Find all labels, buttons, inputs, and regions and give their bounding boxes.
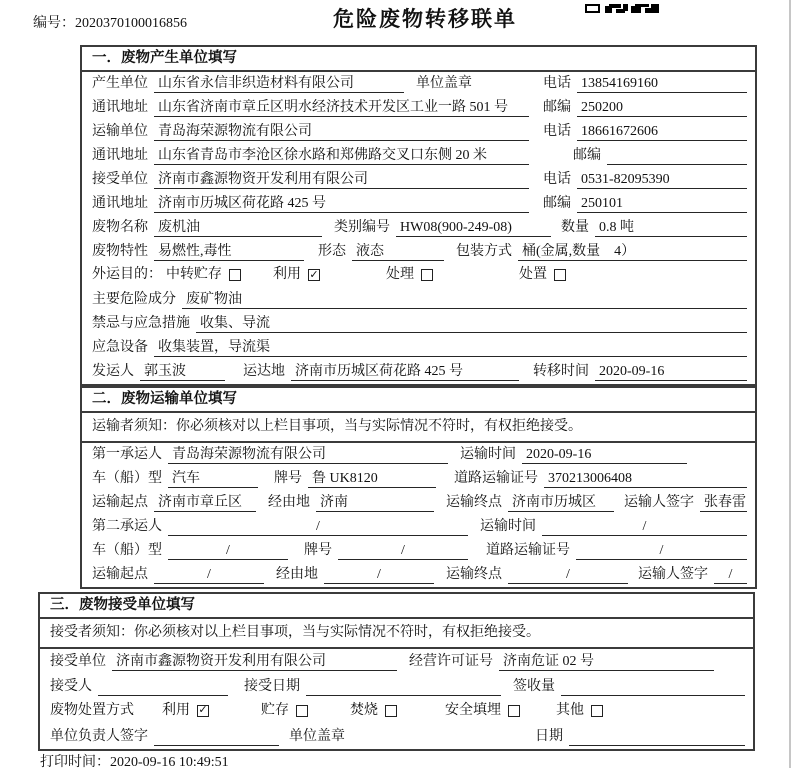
section-producer-title: 一．废物产生单位填写 bbox=[82, 47, 755, 72]
row-transporter bbox=[82, 120, 755, 144]
row-vehicle-2 bbox=[82, 539, 755, 563]
character-value: 易燃性,毒性 bbox=[154, 243, 304, 261]
row-taboo-measures bbox=[82, 312, 755, 336]
disposal-incinerate-label: 焚烧 bbox=[350, 702, 378, 718]
acceptor-label: 接受人 bbox=[50, 679, 92, 694]
row-sender bbox=[82, 360, 755, 384]
addr3-label: 通讯地址 bbox=[92, 196, 148, 211]
origin1-label: 运输起点 bbox=[92, 495, 148, 510]
phone2-label: 电话 bbox=[543, 124, 571, 139]
disposal-landfill-label: 安全填埋 bbox=[445, 702, 501, 718]
vehicle2-label: 车（船）型 bbox=[92, 543, 162, 558]
receiver-value: 济南市鑫源物资开发利用有限公司 bbox=[154, 171, 529, 189]
zip2-label: 邮编 bbox=[573, 148, 601, 163]
transporter-value: 青岛海荣源物流有限公司 bbox=[154, 123, 529, 141]
vehicle2-value: / bbox=[168, 542, 288, 560]
section-transporter bbox=[80, 386, 757, 589]
section-producer bbox=[80, 45, 757, 386]
accept-date-label: 接受日期 bbox=[244, 679, 300, 694]
receiver-label: 接受单位 bbox=[92, 172, 148, 187]
license2-label: 道路运输证号 bbox=[486, 543, 570, 558]
disposal-option-other bbox=[556, 702, 603, 720]
section-transporter-title: 二．废物运输单位填写 bbox=[82, 388, 755, 413]
time2-label: 运输时间 bbox=[480, 519, 536, 534]
form-label: 形态 bbox=[318, 244, 346, 259]
purpose-treat-label: 处理 bbox=[386, 267, 414, 282]
disposal-storage-label: 贮存 bbox=[261, 702, 289, 718]
qr-code-fragment bbox=[585, 0, 659, 18]
accept-unit-label: 接受单位 bbox=[50, 654, 106, 669]
section-receiver bbox=[38, 592, 755, 751]
carrier2-value: / bbox=[168, 518, 468, 536]
producer-label: 产生单位 bbox=[92, 76, 148, 91]
row-receiver bbox=[82, 168, 755, 192]
permit-label: 经营许可证号 bbox=[409, 654, 493, 669]
section-receiver-title: 三．废物接受单位填写 bbox=[40, 594, 753, 619]
row-receiver-address bbox=[82, 192, 755, 216]
phone1-value: 13854169160 bbox=[577, 75, 747, 93]
purpose-dispose-checkbox bbox=[554, 269, 566, 281]
disposal-option-landfill bbox=[445, 702, 520, 720]
time2-value: / bbox=[542, 518, 747, 536]
phone2-value: 18661672606 bbox=[577, 123, 747, 141]
row-chief-sign bbox=[40, 724, 753, 749]
end1-value: 济南市历城区 bbox=[508, 494, 614, 512]
character-label: 废物特性 bbox=[92, 244, 148, 259]
waste-name-value: 废机油 bbox=[154, 219, 322, 237]
disposal-label: 废物处置方式 bbox=[50, 702, 134, 718]
category-label: 类别编号 bbox=[334, 220, 390, 235]
row-accept-unit bbox=[40, 649, 753, 674]
sender-value: 郭玉波 bbox=[140, 363, 225, 381]
addr3-value: 济南市历城区荷花路 425 号 bbox=[154, 195, 529, 213]
via2-label: 经由地 bbox=[276, 567, 318, 582]
origin2-value: / bbox=[154, 566, 264, 584]
via1-value: 济南 bbox=[316, 494, 434, 512]
origin2-label: 运输起点 bbox=[92, 567, 148, 582]
transfer-time-label: 转移时间 bbox=[533, 364, 589, 379]
via2-value: / bbox=[324, 566, 434, 584]
equip-value: 收集装置，导流渠 bbox=[154, 339, 747, 357]
print-time-value: 2020-09-16 10:49:51 bbox=[110, 755, 229, 770]
row-second-carrier bbox=[82, 515, 755, 539]
phone3-label: 电话 bbox=[543, 172, 571, 187]
disposal-option-storage bbox=[261, 702, 308, 720]
row-hazard-component bbox=[82, 288, 755, 312]
license2-value: / bbox=[576, 542, 747, 560]
disposal-option-incinerate bbox=[350, 702, 397, 720]
purpose-option-utilize bbox=[273, 266, 320, 284]
accept-date-value bbox=[306, 678, 501, 696]
plate1-value: 鲁 UK8120 bbox=[308, 470, 436, 488]
row-route-1 bbox=[82, 491, 755, 515]
plate2-value: / bbox=[338, 542, 468, 560]
purpose-label: 外运目的： bbox=[92, 267, 162, 282]
sign1-value: 张春雷 bbox=[700, 494, 747, 512]
waste-name-label: 废物名称 bbox=[92, 220, 148, 235]
purpose-option-treat bbox=[386, 266, 433, 284]
print-time bbox=[40, 751, 229, 771]
addr1-value: 山东省济南市章丘区明水经济技术开发区工业一路 501 号 bbox=[154, 99, 529, 117]
sign2-label: 运输人签字 bbox=[638, 567, 708, 582]
disposal-other-label: 其他 bbox=[556, 702, 584, 718]
unit-seal-label-2: 单位盖章 bbox=[289, 729, 345, 744]
row-producer-address bbox=[82, 96, 755, 120]
sign1-label: 运输人签字 bbox=[624, 495, 694, 510]
hazard-value: 废矿物油 bbox=[182, 291, 747, 309]
vehicle1-value: 汽车 bbox=[168, 470, 258, 488]
print-time-label: 打印时间： bbox=[40, 755, 110, 770]
addr2-value: 山东省青岛市李沧区徐水路和郑佛路交叉口东侧 20 米 bbox=[154, 147, 529, 165]
taboo-label: 禁忌与应急措施 bbox=[92, 316, 190, 331]
purpose-utilize-checkbox: ✓ bbox=[309, 268, 319, 281]
row-emergency-equipment bbox=[82, 336, 755, 360]
equip-label: 应急设备 bbox=[92, 340, 148, 355]
row-acceptor bbox=[40, 674, 753, 699]
zip1-label: 邮编 bbox=[543, 100, 571, 115]
packing-value: 桶(金属,数量 4） bbox=[518, 243, 747, 261]
date-label: 日期 bbox=[535, 729, 563, 744]
row-vehicle-1 bbox=[82, 467, 755, 491]
category-value: HW08(900-249-08) bbox=[396, 219, 551, 237]
carrier1-value: 青岛海荣源物流有限公司 bbox=[168, 446, 448, 464]
sign-qty-label: 签收量 bbox=[513, 679, 555, 694]
hazard-label: 主要危险成分 bbox=[92, 292, 176, 307]
disposal-landfill-checkbox bbox=[508, 705, 520, 717]
row-transporter-address bbox=[82, 144, 755, 168]
addr1-label: 通讯地址 bbox=[92, 100, 148, 115]
purpose-utilize-label: 利用 bbox=[273, 267, 301, 282]
row-purpose bbox=[82, 264, 755, 288]
transporter-notice: 运输者须知：你必须核对以上栏目事项，当与实际情况不符时，有权拒绝接受。 bbox=[82, 413, 755, 443]
zip1-value: 250200 bbox=[577, 99, 747, 117]
disposal-storage-checkbox bbox=[296, 705, 308, 717]
end1-label: 运输终点 bbox=[446, 495, 502, 510]
purpose-transfer-storage-checkbox bbox=[229, 269, 241, 281]
sign-qty-value bbox=[561, 678, 745, 696]
serial-value: 2020370100016856 bbox=[75, 16, 187, 31]
time1-label: 运输时间 bbox=[460, 447, 516, 462]
disposal-utilize-label: 利用 bbox=[162, 702, 190, 718]
dest-value: 济南市历城区荷花路 425 号 bbox=[291, 363, 519, 381]
dest-label: 运达地 bbox=[243, 364, 285, 379]
phone3-value: 0531-82095390 bbox=[577, 171, 747, 189]
packing-label: 包装方式 bbox=[456, 244, 512, 259]
accept-unit-value: 济南市鑫源物资开发利用有限公司 bbox=[112, 653, 397, 671]
license1-value: 370213006408 bbox=[544, 470, 747, 488]
row-producer bbox=[82, 72, 755, 96]
purpose-option-transfer-storage bbox=[166, 266, 241, 284]
taboo-value: 收集、导流 bbox=[196, 315, 747, 333]
disposal-option-utilize bbox=[162, 702, 209, 720]
purpose-dispose-label: 处置 bbox=[519, 267, 547, 282]
via1-label: 经由地 bbox=[268, 495, 310, 510]
addr2-label: 通讯地址 bbox=[92, 148, 148, 163]
zip3-label: 邮编 bbox=[543, 196, 571, 211]
row-waste-name bbox=[82, 216, 755, 240]
carrier1-label: 第一承运人 bbox=[92, 447, 162, 462]
time1-value: 2020-09-16 bbox=[522, 446, 687, 464]
sign2-value: / bbox=[714, 566, 747, 584]
date-value bbox=[569, 728, 745, 746]
disposal-other-checkbox bbox=[591, 705, 603, 717]
qr-code-icon bbox=[585, 4, 659, 13]
plate2-label: 牌号 bbox=[304, 543, 332, 558]
zip3-value: 250101 bbox=[577, 195, 747, 213]
phone1-label: 电话 bbox=[543, 76, 571, 91]
form-value: 液态 bbox=[352, 243, 444, 261]
row-route-2 bbox=[82, 563, 755, 587]
chief-sign-label: 单位负责人签字 bbox=[50, 729, 148, 744]
disposal-incinerate-checkbox bbox=[385, 705, 397, 717]
vehicle1-label: 车（船）型 bbox=[92, 471, 162, 486]
permit-value: 济南危证 02 号 bbox=[499, 653, 714, 671]
end2-label: 运输终点 bbox=[446, 567, 502, 582]
transfer-time-value: 2020-09-16 bbox=[595, 363, 747, 381]
viewer-edge-divider bbox=[789, 0, 791, 768]
end2-value: / bbox=[508, 566, 628, 584]
purpose-transfer-storage-label: 中转贮存 bbox=[166, 267, 222, 282]
page-title: 危险废物转移联单 bbox=[333, 7, 517, 31]
zip2-value bbox=[607, 147, 747, 165]
transporter-label: 运输单位 bbox=[92, 124, 148, 139]
origin1-value: 济南市章丘区 bbox=[154, 494, 256, 512]
receiver-notice: 接受者须知：你必须核对以上栏目事项，当与实际情况不符时，有权拒绝接受。 bbox=[40, 619, 753, 649]
carrier2-label: 第二承运人 bbox=[92, 519, 162, 534]
plate1-label: 牌号 bbox=[274, 471, 302, 486]
purpose-option-dispose bbox=[519, 266, 566, 284]
purpose-treat-checkbox bbox=[421, 269, 433, 281]
serial-label: 编号： bbox=[33, 16, 75, 31]
producer-value: 山东省永信非织造材料有限公司 bbox=[154, 75, 404, 93]
sender-label: 发运人 bbox=[92, 364, 134, 379]
row-waste-character bbox=[82, 240, 755, 264]
row-disposal-method bbox=[40, 699, 753, 724]
qty-value: 0.8 吨 bbox=[595, 219, 747, 237]
chief-sign-value bbox=[154, 728, 279, 746]
disposal-utilize-checkbox: ✓ bbox=[198, 704, 208, 716]
qty-label: 数量 bbox=[561, 220, 589, 235]
unit-seal-label: 单位盖章 bbox=[416, 76, 472, 91]
row-first-carrier bbox=[82, 443, 755, 467]
license1-label: 道路运输证号 bbox=[454, 471, 538, 486]
acceptor-value bbox=[98, 678, 228, 696]
